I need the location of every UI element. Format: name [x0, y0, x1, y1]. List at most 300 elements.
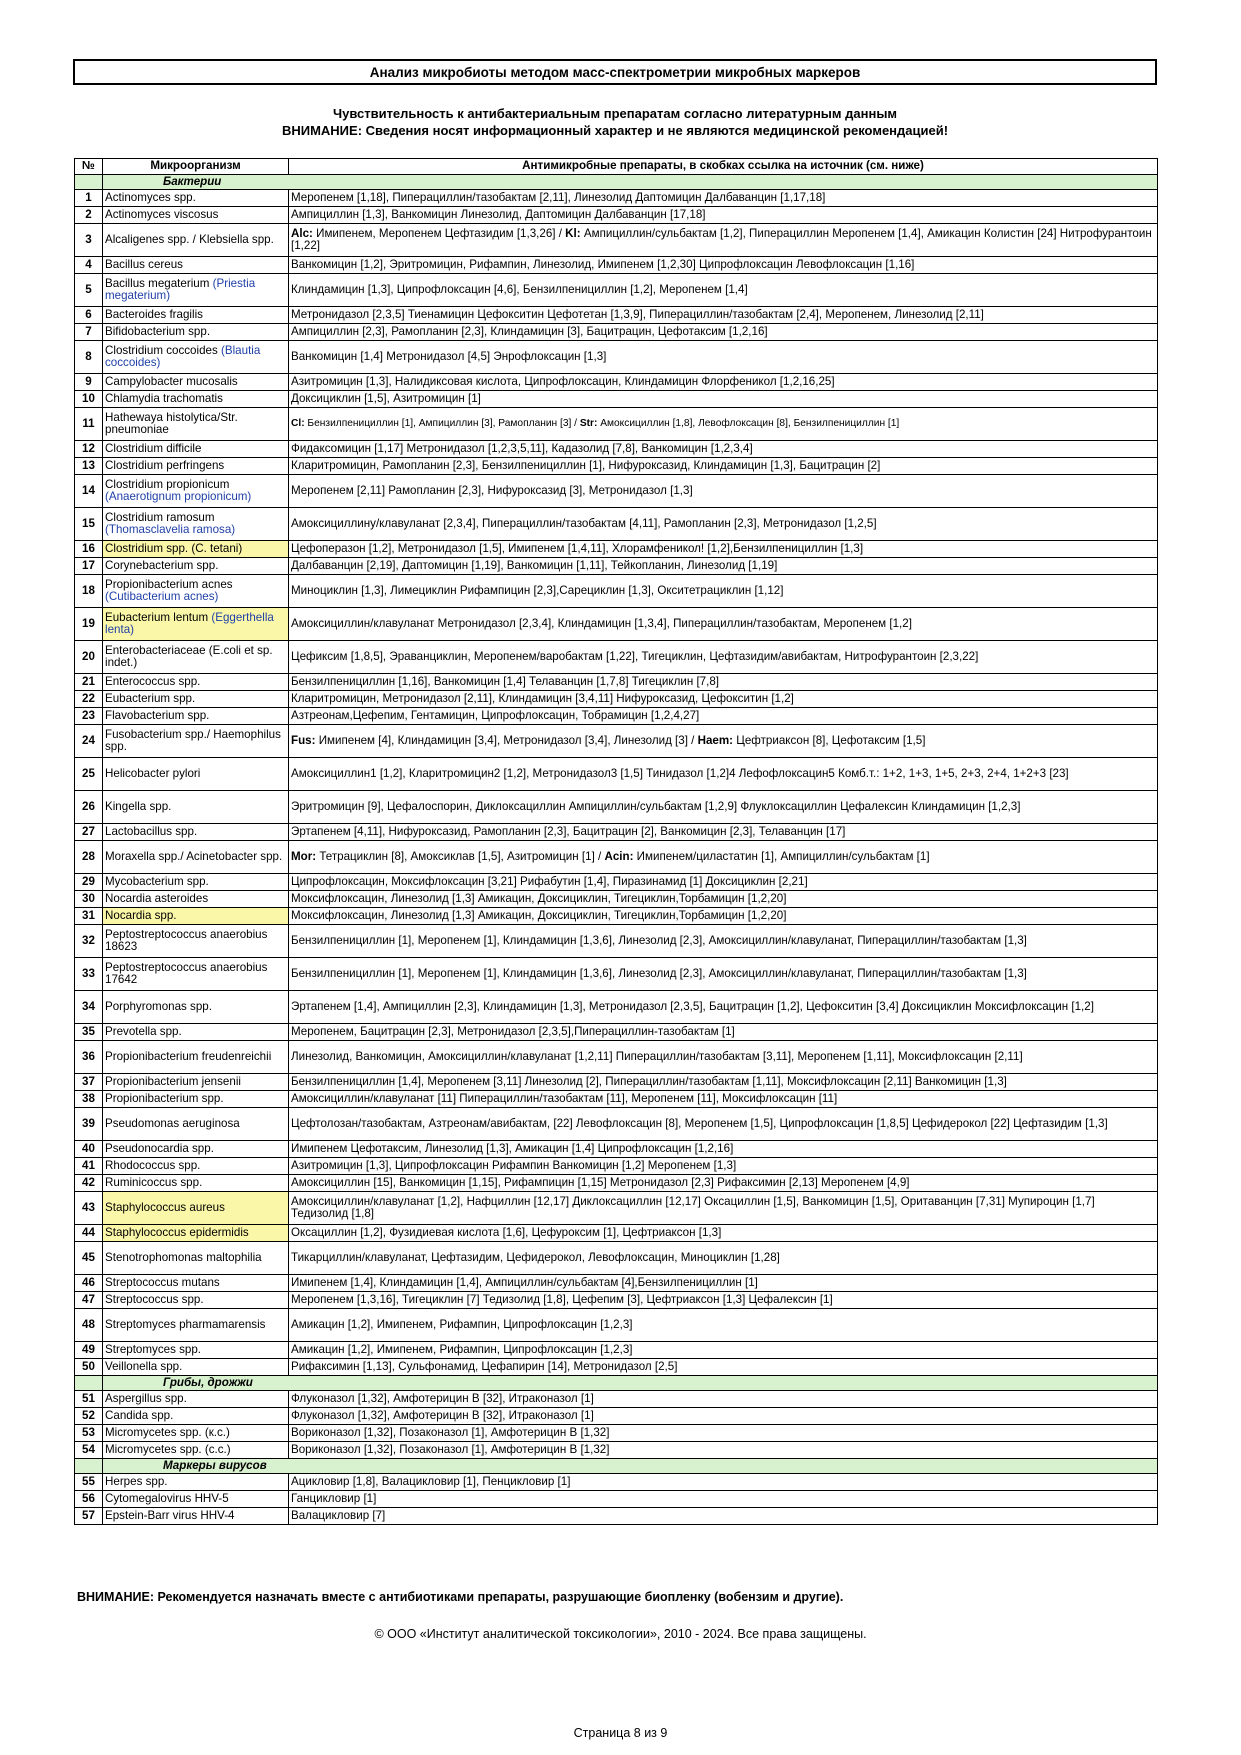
- drugs-text: Бензилпенициллин [1], Ампициллин [3], Рамопланин [3] /: [304, 417, 580, 429]
- drugs-cell: [289, 891, 1158, 908]
- drugs-cell: [289, 1108, 1158, 1141]
- row-number: 31: [75, 908, 103, 925]
- drugs-cell: [289, 1342, 1158, 1359]
- page-number: Страница 8 из 9: [573, 1726, 668, 1740]
- drugs-text: Эртапенем [4,11], Нифуроксазид, Рамопланин [2,3], Бацитрацин [2], Ванкомицин [2,3], Телаванцин [17]: [291, 824, 846, 838]
- organism-alt-name: (Priestia megaterium): [105, 276, 256, 302]
- organism-name: Bifidobacterium spp.: [105, 324, 211, 338]
- organism-cell: [103, 324, 289, 341]
- row-number: 34: [75, 991, 103, 1024]
- row-number: 21: [75, 674, 103, 691]
- table-row: [75, 1442, 1158, 1459]
- drugs-text: Амоксициллин [1,8], Левофлоксацин [8], Бензилпенициллин [1]: [597, 417, 900, 429]
- row-number: 49: [75, 1342, 103, 1359]
- drugs-cell: [289, 1309, 1158, 1342]
- genus-prefix: Mor:: [291, 849, 317, 863]
- drugs-text: Бензилпенициллин [1,4], Меропенем [3,11] Линезолид [2], Пиперациллин/тазобактам [1,11], Моксифлоксацин [2,11] Ванкомицин [1,3]: [291, 1074, 1007, 1088]
- drugs-text: Флуконазол [1,32], Амфотерицин B [32], Итраконазол [1]: [291, 1408, 594, 1422]
- drugs-text: Ванкомицин [1,4] Метронидазол [4,5] Энрофлоксацин [1,3]: [291, 349, 607, 363]
- organism-cell: [103, 508, 289, 541]
- row-number: 14: [75, 475, 103, 508]
- table-row: [75, 1108, 1158, 1141]
- drugs-cell: [289, 1091, 1158, 1108]
- drugs-text: Ганцикловир [1]: [291, 1491, 377, 1505]
- table-row: [75, 391, 1158, 408]
- drugs-text: Ацикловир [1,8], Валацикловир [1], Пенцикловир [1]: [291, 1474, 571, 1488]
- drugs-cell: [289, 257, 1158, 274]
- drugs-text: Ампициллин [2,3], Рамопланин [2,3], Клиндамицин [3], Бацитрацин, Цефотаксим [1,2,16]: [291, 324, 768, 338]
- table-row: [75, 991, 1158, 1024]
- organism-cell: [103, 475, 289, 508]
- disclaimer-warning: ВНИМАНИЕ: Сведения носят информационный характер и не являются медицинской рекомендацией!: [281, 123, 949, 138]
- drugs-cell: [289, 1158, 1158, 1175]
- organism-alt-name: (Thomasclavelia ramosa): [105, 523, 236, 536]
- organism-name: Streptococcus mutans: [105, 1275, 220, 1289]
- drugs-text: Ципрофлоксацин, Моксифлоксацин [3,21] Рифабутин [1,4], Пиразинамид [1] Доксициклин [2,21]: [291, 874, 808, 888]
- organism-cell: [103, 925, 289, 958]
- drugs-text: Имипенем [4], Клиндамицин [3,4], Метронидазол [3,4], Линезолид [3] /: [315, 733, 698, 747]
- drugs-cell: [289, 475, 1158, 508]
- organism-cell: [103, 641, 289, 674]
- row-number: 27: [75, 824, 103, 841]
- row-number: 15: [75, 508, 103, 541]
- section-label: Грибы, дрожжи: [103, 1376, 1158, 1391]
- row-number: 4: [75, 257, 103, 274]
- organism-cell: [103, 274, 289, 307]
- organism-name: Pseudonocardia spp.: [105, 1141, 214, 1155]
- drugs-text: Имипенем Цефотаксим, Линезолид [1,3], Амикацин [1,4] Ципрофлоксацин [1,2,16]: [291, 1141, 734, 1155]
- drugs-text: Амикацин [1,2], Имипенем, Рифампин, Ципрофлоксацин [1,2,3]: [291, 1342, 633, 1356]
- drugs-text: Цефтриаксон [8], Цефотаксим [1,5]: [733, 733, 926, 747]
- organism-name: Enterococcus spp.: [105, 674, 201, 688]
- drugs-cell: [289, 608, 1158, 641]
- drugs-text: Фидаксомицин [1,17] Метронидазол [1,2,3,5,11], Кадазолид [7,8], Ванкомицин [1,2,3,4]: [291, 441, 753, 455]
- drugs-text: Цефоперазон [1,2], Метронидазол [1,5], Имипенем [1,4,11], Хлорамфеникол! [1,2],Бензилпенициллин [1,3]: [291, 541, 864, 555]
- row-number: 23: [75, 708, 103, 725]
- table-row: [75, 641, 1158, 674]
- organism-cell: [103, 1442, 289, 1459]
- organism-cell: [103, 257, 289, 274]
- genus-prefix: Str:: [579, 417, 598, 429]
- organism-name: Helicobacter pylori: [105, 766, 201, 780]
- table-row: [75, 1309, 1158, 1342]
- organism-cell: [103, 1342, 289, 1359]
- row-number: 55: [75, 1474, 103, 1491]
- drugs-text: Вориконазол [1,32], Позаконазол [1], Амфотерицин B [1,32]: [291, 1442, 610, 1456]
- drugs-cell: [289, 558, 1158, 575]
- drugs-text: Имипенем/циластатин [1], Ампициллин/сульбактам [1]: [633, 849, 930, 863]
- drugs-text: Оксациллин [1,2], Фузидиевая кислота [1,6], Цефуроксим [1], Цефтриаксон [1,3]: [291, 1225, 722, 1239]
- row-number: 3: [75, 224, 103, 257]
- drugs-cell: [289, 1292, 1158, 1309]
- drugs-text: Ампициллин/сульбактам [1,2], Пиперациллин Меропенем [1,4], Амикацин Колистин [24] Нитрофурантоин [1,22]: [291, 226, 1152, 252]
- table-row: [75, 508, 1158, 541]
- row-number: 54: [75, 1442, 103, 1459]
- drugs-cell: [289, 1408, 1158, 1425]
- table-row: [75, 1425, 1158, 1442]
- table-row: [75, 558, 1158, 575]
- organism-cell: [103, 1091, 289, 1108]
- organism-cell: [103, 1491, 289, 1508]
- drugs-cell: [289, 725, 1158, 758]
- organism-name: Clostridium coccoides: [105, 343, 218, 357]
- drugs-text: Тикарциллин/клавуланат, Цефтазидим, Цефидерокол, Левофлоксацин, Миноциклин [1,28]: [291, 1250, 780, 1264]
- drugs-cell: [289, 691, 1158, 708]
- drugs-text: Азтреонам,Цефепим, Гентамицин, Ципрофлоксацин, Тобрамицин [1,2,4,27]: [291, 708, 700, 722]
- organism-name: Pseudomonas aeruginosa: [105, 1116, 240, 1130]
- table-row: [75, 324, 1158, 341]
- organism-name: Stenotrophomonas maltophilia: [105, 1250, 262, 1264]
- row-number: 17: [75, 558, 103, 575]
- drugs-text: Меропенем [2,11] Рамопланин [2,3], Нифуроксазид [3], Метронидазол [1,3]: [291, 483, 693, 497]
- drugs-cell: [289, 1474, 1158, 1491]
- table-row: [75, 1158, 1158, 1175]
- row-number: 10: [75, 391, 103, 408]
- row-number: 32: [75, 925, 103, 958]
- organism-cell: [103, 1359, 289, 1376]
- table-row: [75, 1091, 1158, 1108]
- drugs-text: Ванкомицин [1,2], Эритромицин, Рифампин, Линезолид, Имипенем [1,2,30] Ципрофлоксацин Левофлоксацин [1,16]: [291, 257, 915, 271]
- organism-cell: [103, 958, 289, 991]
- row-number: 24: [75, 725, 103, 758]
- drugs-cell: [289, 908, 1158, 925]
- drugs-cell: [289, 441, 1158, 458]
- row-number: 11: [75, 408, 103, 441]
- drugs-text: Кларитромицин, Метронидазол [2,11], Клиндамицин [3,4,11] Нифуроксазид, Цефокситин [1,2]: [291, 691, 794, 705]
- organism-name: Mycobacterium spp.: [105, 874, 209, 888]
- row-number: 44: [75, 1225, 103, 1242]
- genus-prefix: Haem:: [697, 733, 734, 747]
- table-row: [75, 274, 1158, 307]
- organism-cell: [103, 674, 289, 691]
- row-number: 43: [75, 1192, 103, 1225]
- row-number: 12: [75, 441, 103, 458]
- organism-alt-name: (Eggerthella lenta): [105, 610, 274, 636]
- drugs-cell: [289, 841, 1158, 874]
- organism-name: Propionibacterium spp.: [105, 1091, 224, 1105]
- organism-cell: [103, 1508, 289, 1525]
- table-row: [75, 1141, 1158, 1158]
- organism-cell: [103, 1309, 289, 1342]
- organism-name: Propionibacterium acnes: [105, 577, 233, 591]
- organism-name: Hathewaya histolytica/Str. pneumoniae: [105, 410, 238, 436]
- row-number: 51: [75, 1391, 103, 1408]
- organism-cell: [103, 458, 289, 475]
- organism-cell: [103, 307, 289, 324]
- genus-prefix: Kl:: [565, 226, 581, 240]
- table-row: [75, 891, 1158, 908]
- organism-cell: [103, 708, 289, 725]
- biofilm-note: ВНИМАНИЕ: Рекомендуется назначать вместе с антибиотиками препараты, разрушающие биопленку (вобензим и другие).: [77, 1590, 844, 1604]
- drugs-text: Амоксициллин/клавуланат [11] Пиперациллин/тазобактам [11], Меропенем [11], Моксифлоксацин [11]: [291, 1091, 838, 1105]
- drugs-text: Меропенем [1,3,16], Тигециклин [7] Тедизолид [1,8], Цефепим [3], Цефтриаксон [1,3] Цефалексин [1]: [291, 1292, 833, 1306]
- row-number: 8: [75, 341, 103, 374]
- organism-name: Moraxella spp./ Acinetobacter spp.: [105, 849, 283, 863]
- table-row: [75, 1491, 1158, 1508]
- organism-name: Chlamydia trachomatis: [105, 391, 223, 405]
- drugs-text: Цефиксим [1,8,5], Эраванциклин, Меропенем/варобактам [1,22], Тигециклин, Цефтазидим/авибактам, Нитрофурантоин [2,3,22]: [291, 649, 979, 663]
- drugs-cell: [289, 1391, 1158, 1408]
- drugs-text: Меропенем [1,18], Пиперациллин/тазобактам [2,11], Линезолид Даптомицин Далбаванцин [1,17,18]: [291, 190, 826, 204]
- organism-name: Micromycetes spp. (с.с.): [105, 1442, 231, 1456]
- organism-name: Clostridium difficile: [105, 441, 202, 455]
- drugs-cell: [289, 791, 1158, 824]
- table-row: [75, 758, 1158, 791]
- organism-cell: [103, 874, 289, 891]
- row-number: 6: [75, 307, 103, 324]
- drugs-text: Моксифлоксацин, Линезолид [1,3] Амикацин, Доксициклин, Тигециклин,Торбамицин [1,2,20]: [291, 891, 787, 905]
- drugs-text: Меропенем, Бацитрацин [2,3], Метронидазол [2,3,5],Пиперациллин-тазобактам [1]: [291, 1024, 735, 1038]
- drugs-cell: [289, 1275, 1158, 1292]
- organism-name: Lactobacillus spp.: [105, 824, 198, 838]
- table-row: [75, 1242, 1158, 1275]
- drugs-text: Моксифлоксацин, Линезолид [1,3] Амикацин, Доксициклин, Тигециклин,Торбамицин [1,2,20]: [291, 908, 787, 922]
- drugs-cell: [289, 458, 1158, 475]
- sensitivity-table: [74, 158, 1158, 1525]
- organism-name: Nocardia asteroides: [105, 891, 209, 905]
- organism-cell: [103, 1425, 289, 1442]
- drugs-cell: [289, 1141, 1158, 1158]
- row-number: 18: [75, 575, 103, 608]
- organism-name: Kingella spp.: [105, 799, 172, 813]
- organism-name: Bacteroides fragilis: [105, 307, 203, 321]
- drugs-text: Миноциклин [1,3], Лимециклин Рифампицин [2,3],Сарециклин [1,3], Окситетрациклин [1,12]: [291, 583, 784, 597]
- organism-cell: [103, 1225, 289, 1242]
- organism-name: Clostridium perfringens: [105, 458, 225, 472]
- drugs-cell: [289, 408, 1158, 441]
- organism-cell: [103, 441, 289, 458]
- section-row: [75, 1459, 1158, 1474]
- organism-cell: [103, 725, 289, 758]
- organism-cell: [103, 691, 289, 708]
- drugs-cell: [289, 1041, 1158, 1074]
- organism-name: Herpes spp.: [105, 1474, 168, 1488]
- table-row: [75, 1292, 1158, 1309]
- table-row: [75, 1359, 1158, 1376]
- table-row: [75, 257, 1158, 274]
- section-row: [75, 1376, 1158, 1391]
- row-number: 40: [75, 1141, 103, 1158]
- drugs-text: Валацикловир [7]: [291, 1508, 386, 1522]
- genus-prefix: Alc:: [291, 226, 313, 240]
- organism-name: Ruminicoccus spp.: [105, 1175, 203, 1189]
- organism-cell: [103, 1474, 289, 1491]
- row-number: 35: [75, 1024, 103, 1041]
- organism-name: Alcaligenes spp. / Klebsiella spp.: [105, 232, 274, 246]
- drugs-cell: [289, 307, 1158, 324]
- drugs-cell: [289, 1175, 1158, 1192]
- organism-cell: [103, 1408, 289, 1425]
- organism-cell: [103, 1108, 289, 1141]
- organism-cell: [103, 841, 289, 874]
- organism-alt-name: (Anaerotignum propionicum): [105, 490, 252, 503]
- organism-name: Eubacterium spp.: [105, 691, 196, 705]
- drugs-cell: [289, 874, 1158, 891]
- organism-cell: [103, 224, 289, 257]
- drugs-cell: [289, 958, 1158, 991]
- organism-cell: [103, 341, 289, 374]
- drugs-text: Доксициклин [1,5], Азитромицин [1]: [291, 391, 481, 405]
- row-number: 19: [75, 608, 103, 641]
- drugs-text: Амоксициллин/клавуланат Метронидазол [2,3,4], Клиндамицин [1,3,4], Пиперациллин/тазобактам, Меропенем [1,2]: [291, 616, 912, 630]
- drugs-cell: [289, 1192, 1158, 1225]
- table-row: [75, 341, 1158, 374]
- genus-prefix: Fus:: [291, 733, 316, 747]
- drugs-text: Имипенем, Меропенем Цефтазидим [1,3,26] /: [312, 226, 566, 240]
- drugs-cell: [289, 1491, 1158, 1508]
- row-number: 16: [75, 541, 103, 558]
- row-number: 26: [75, 791, 103, 824]
- organism-name: Flavobacterium spp.: [105, 708, 210, 722]
- table-row: [75, 791, 1158, 824]
- copyright: © ООО «Институт аналитической токсикологии», 2010 - 2024. Все права защищены.: [374, 1627, 867, 1641]
- table-row: [75, 207, 1158, 224]
- organism-name: Porphyromonas spp.: [105, 999, 212, 1013]
- section-label: Бактерии: [103, 175, 1158, 190]
- organism-cell: [103, 758, 289, 791]
- table-row: [75, 691, 1158, 708]
- drugs-cell: [289, 341, 1158, 374]
- organism-cell: [103, 541, 289, 558]
- table-row: [75, 1474, 1158, 1491]
- organism-name: Peptostreptococcus anaerobius 18623: [105, 927, 268, 953]
- organism-name: Propionibacterium freudenreichii: [105, 1049, 272, 1063]
- organism-name: Peptostreptococcus anaerobius 17642: [105, 960, 268, 986]
- drugs-cell: [289, 274, 1158, 307]
- row-number: 20: [75, 641, 103, 674]
- organism-cell: [103, 575, 289, 608]
- table-row: [75, 190, 1158, 207]
- organism-name: Streptomyces pharmamarensis: [105, 1317, 266, 1331]
- row-number: 36: [75, 1041, 103, 1074]
- row-number: 29: [75, 874, 103, 891]
- row-number: 28: [75, 841, 103, 874]
- drugs-cell: [289, 374, 1158, 391]
- drugs-cell: [289, 758, 1158, 791]
- organism-name: Clostridium spp. (C. tetani): [105, 541, 243, 555]
- table-row: [75, 874, 1158, 891]
- organism-cell: [103, 1192, 289, 1225]
- table-row: [75, 408, 1158, 441]
- organism-alt-name: (Blautia coccoides): [105, 343, 261, 369]
- table-row: [75, 1041, 1158, 1074]
- drugs-cell: [289, 1425, 1158, 1442]
- genus-prefix: Acin:: [604, 849, 634, 863]
- drugs-cell: [289, 674, 1158, 691]
- drugs-text: Имипенем [1,4], Клиндамицин [1,4], Ампициллин/сульбактам [4],Бензилпенициллин [1]: [291, 1275, 758, 1289]
- drugs-cell: [289, 708, 1158, 725]
- table-row: [75, 475, 1158, 508]
- drugs-text: Азитромицин [1,3], Налидиксовая кислота, Ципрофлоксацин, Клиндамицин Флорфеникол [1,2,16,25]: [291, 374, 835, 388]
- organism-name: Staphylococcus epidermidis: [105, 1225, 249, 1239]
- drugs-text: Метронидазол [2,3,5] Тиенамицин Цефокситин Цефотетан [1,3,9], Пиперациллин/тазобактам [2,4], Меропенем, Линезолид [2,11]: [291, 307, 984, 321]
- drugs-cell: [289, 1359, 1158, 1376]
- organism-name: Enterobacteriaceae (E.coli et sp. indet.): [105, 643, 273, 669]
- drugs-cell: [289, 1074, 1158, 1091]
- drugs-cell: [289, 575, 1158, 608]
- organism-cell: [103, 1041, 289, 1074]
- organism-cell: [103, 1141, 289, 1158]
- table-row: [75, 1408, 1158, 1425]
- organism-name: Staphylococcus aureus: [105, 1200, 225, 1214]
- drugs-text: Флуконазол [1,32], Амфотерицин B [32], Итраконазол [1]: [291, 1391, 594, 1405]
- row-number: 52: [75, 1408, 103, 1425]
- table-row: [75, 925, 1158, 958]
- organism-name: Bacillus cereus: [105, 257, 183, 271]
- row-number: 38: [75, 1091, 103, 1108]
- organism-alt-name: (Cutibacterium acnes): [105, 590, 219, 603]
- table-row: [75, 458, 1158, 475]
- drugs-text: Амоксициллин [15], Ванкомицин [1,15], Рифампицин [1,15] Метронидазол [2,3] Рифаксимин [2,13] Меропенем [4,9]: [291, 1175, 910, 1189]
- drugs-cell: [289, 991, 1158, 1024]
- table-row: [75, 374, 1158, 391]
- drugs-cell: [289, 190, 1158, 207]
- organism-name: Nocardia spp.: [105, 908, 177, 922]
- row-number: 5: [75, 274, 103, 307]
- organism-name: Veillonella spp.: [105, 1359, 183, 1373]
- drugs-cell: [289, 1242, 1158, 1275]
- organism-cell: [103, 891, 289, 908]
- drugs-text: Бензилпенициллин [1], Меропенем [1], Клиндамицин [1,3,6], Линезолид [2,3], Амоксициллин/клавуланат, Пиперациллин/тазобактам [1,3]: [291, 933, 1027, 947]
- genus-prefix: Cl:: [291, 417, 305, 429]
- organism-name: Streptococcus spp.: [105, 1292, 204, 1306]
- table-row: [75, 1024, 1158, 1041]
- organism-cell: [103, 190, 289, 207]
- row-number: 56: [75, 1491, 103, 1508]
- organism-cell: [103, 824, 289, 841]
- organism-cell: [103, 991, 289, 1024]
- table-row: [75, 1192, 1158, 1225]
- table-header-row: [75, 159, 1158, 175]
- organism-name: Epstein-Barr virus HHV-4: [105, 1508, 235, 1522]
- drugs-text: Эртапенем [1,4], Ампициллин [2,3], Клиндамицин [1,3], Метронидазол [2,3,5], Бацитрацин [1,2], Цефокситин [3,4] Доксициклин Моксифлоксацин [1,2]: [291, 999, 1094, 1013]
- organism-name: Corynebacterium spp.: [105, 558, 219, 572]
- row-number: 53: [75, 1425, 103, 1442]
- column-header-number: №: [75, 159, 103, 175]
- drugs-text: Эритромицин [9], Цефалоспорин, Диклоксациллин Ампициллин/сульбактам [1,2,9] Флуклоксациллин Цефалексин Клиндамицин [1,2,3]: [291, 799, 1021, 813]
- organism-cell: [103, 374, 289, 391]
- organism-cell: [103, 1024, 289, 1041]
- document-title: Анализ микробиоты методом масс-спектрометрии микробных маркеров: [73, 59, 1157, 85]
- drugs-text: Бензилпенициллин [1,16], Ванкомицин [1,4] Телаванцин [1,7,8] Тигециклин [7,8]: [291, 674, 720, 688]
- drugs-cell: [289, 1225, 1158, 1242]
- organism-cell: [103, 908, 289, 925]
- organism-name: Rhodococcus spp.: [105, 1158, 201, 1172]
- drugs-cell: [289, 391, 1158, 408]
- table-row: [75, 725, 1158, 758]
- organism-cell: [103, 1292, 289, 1309]
- organism-name: Actinomyces viscosus: [105, 207, 219, 221]
- row-number: 46: [75, 1275, 103, 1292]
- table-row: [75, 1074, 1158, 1091]
- table-row: [75, 1391, 1158, 1408]
- row-number: 39: [75, 1108, 103, 1141]
- drugs-text: Амоксициллин1 [1,2], Кларитромицин2 [1,2], Метронидазол3 [1,5] Тинидазол [1,2]4 Лефофлоксацин5 Комб.т.: 1+2, 1+3, 1+5, 2+3, 2+4, 1+2+3 [23]: [291, 766, 1069, 780]
- drugs-text: Амикацин [1,2], Имипенем, Рифампин, Ципрофлоксацин [1,2,3]: [291, 1317, 633, 1331]
- organism-name: Fusobacterium spp./ Haemophilus spp.: [105, 727, 281, 753]
- table-row: [75, 958, 1158, 991]
- organism-cell: [103, 1074, 289, 1091]
- table-row: [75, 541, 1158, 558]
- row-number: 13: [75, 458, 103, 475]
- organism-cell: [103, 391, 289, 408]
- drugs-text: Амоксициллину/клавуланат [2,3,4], Пиперациллин/тазобактам [4,11], Рамопланин [2,3], Метронидазол [1,2,5]: [291, 516, 877, 530]
- table-row: [75, 1508, 1158, 1525]
- table-row: [75, 824, 1158, 841]
- table-row: [75, 1175, 1158, 1192]
- table-row: [75, 1225, 1158, 1242]
- organism-name: Streptomyces spp.: [105, 1342, 202, 1356]
